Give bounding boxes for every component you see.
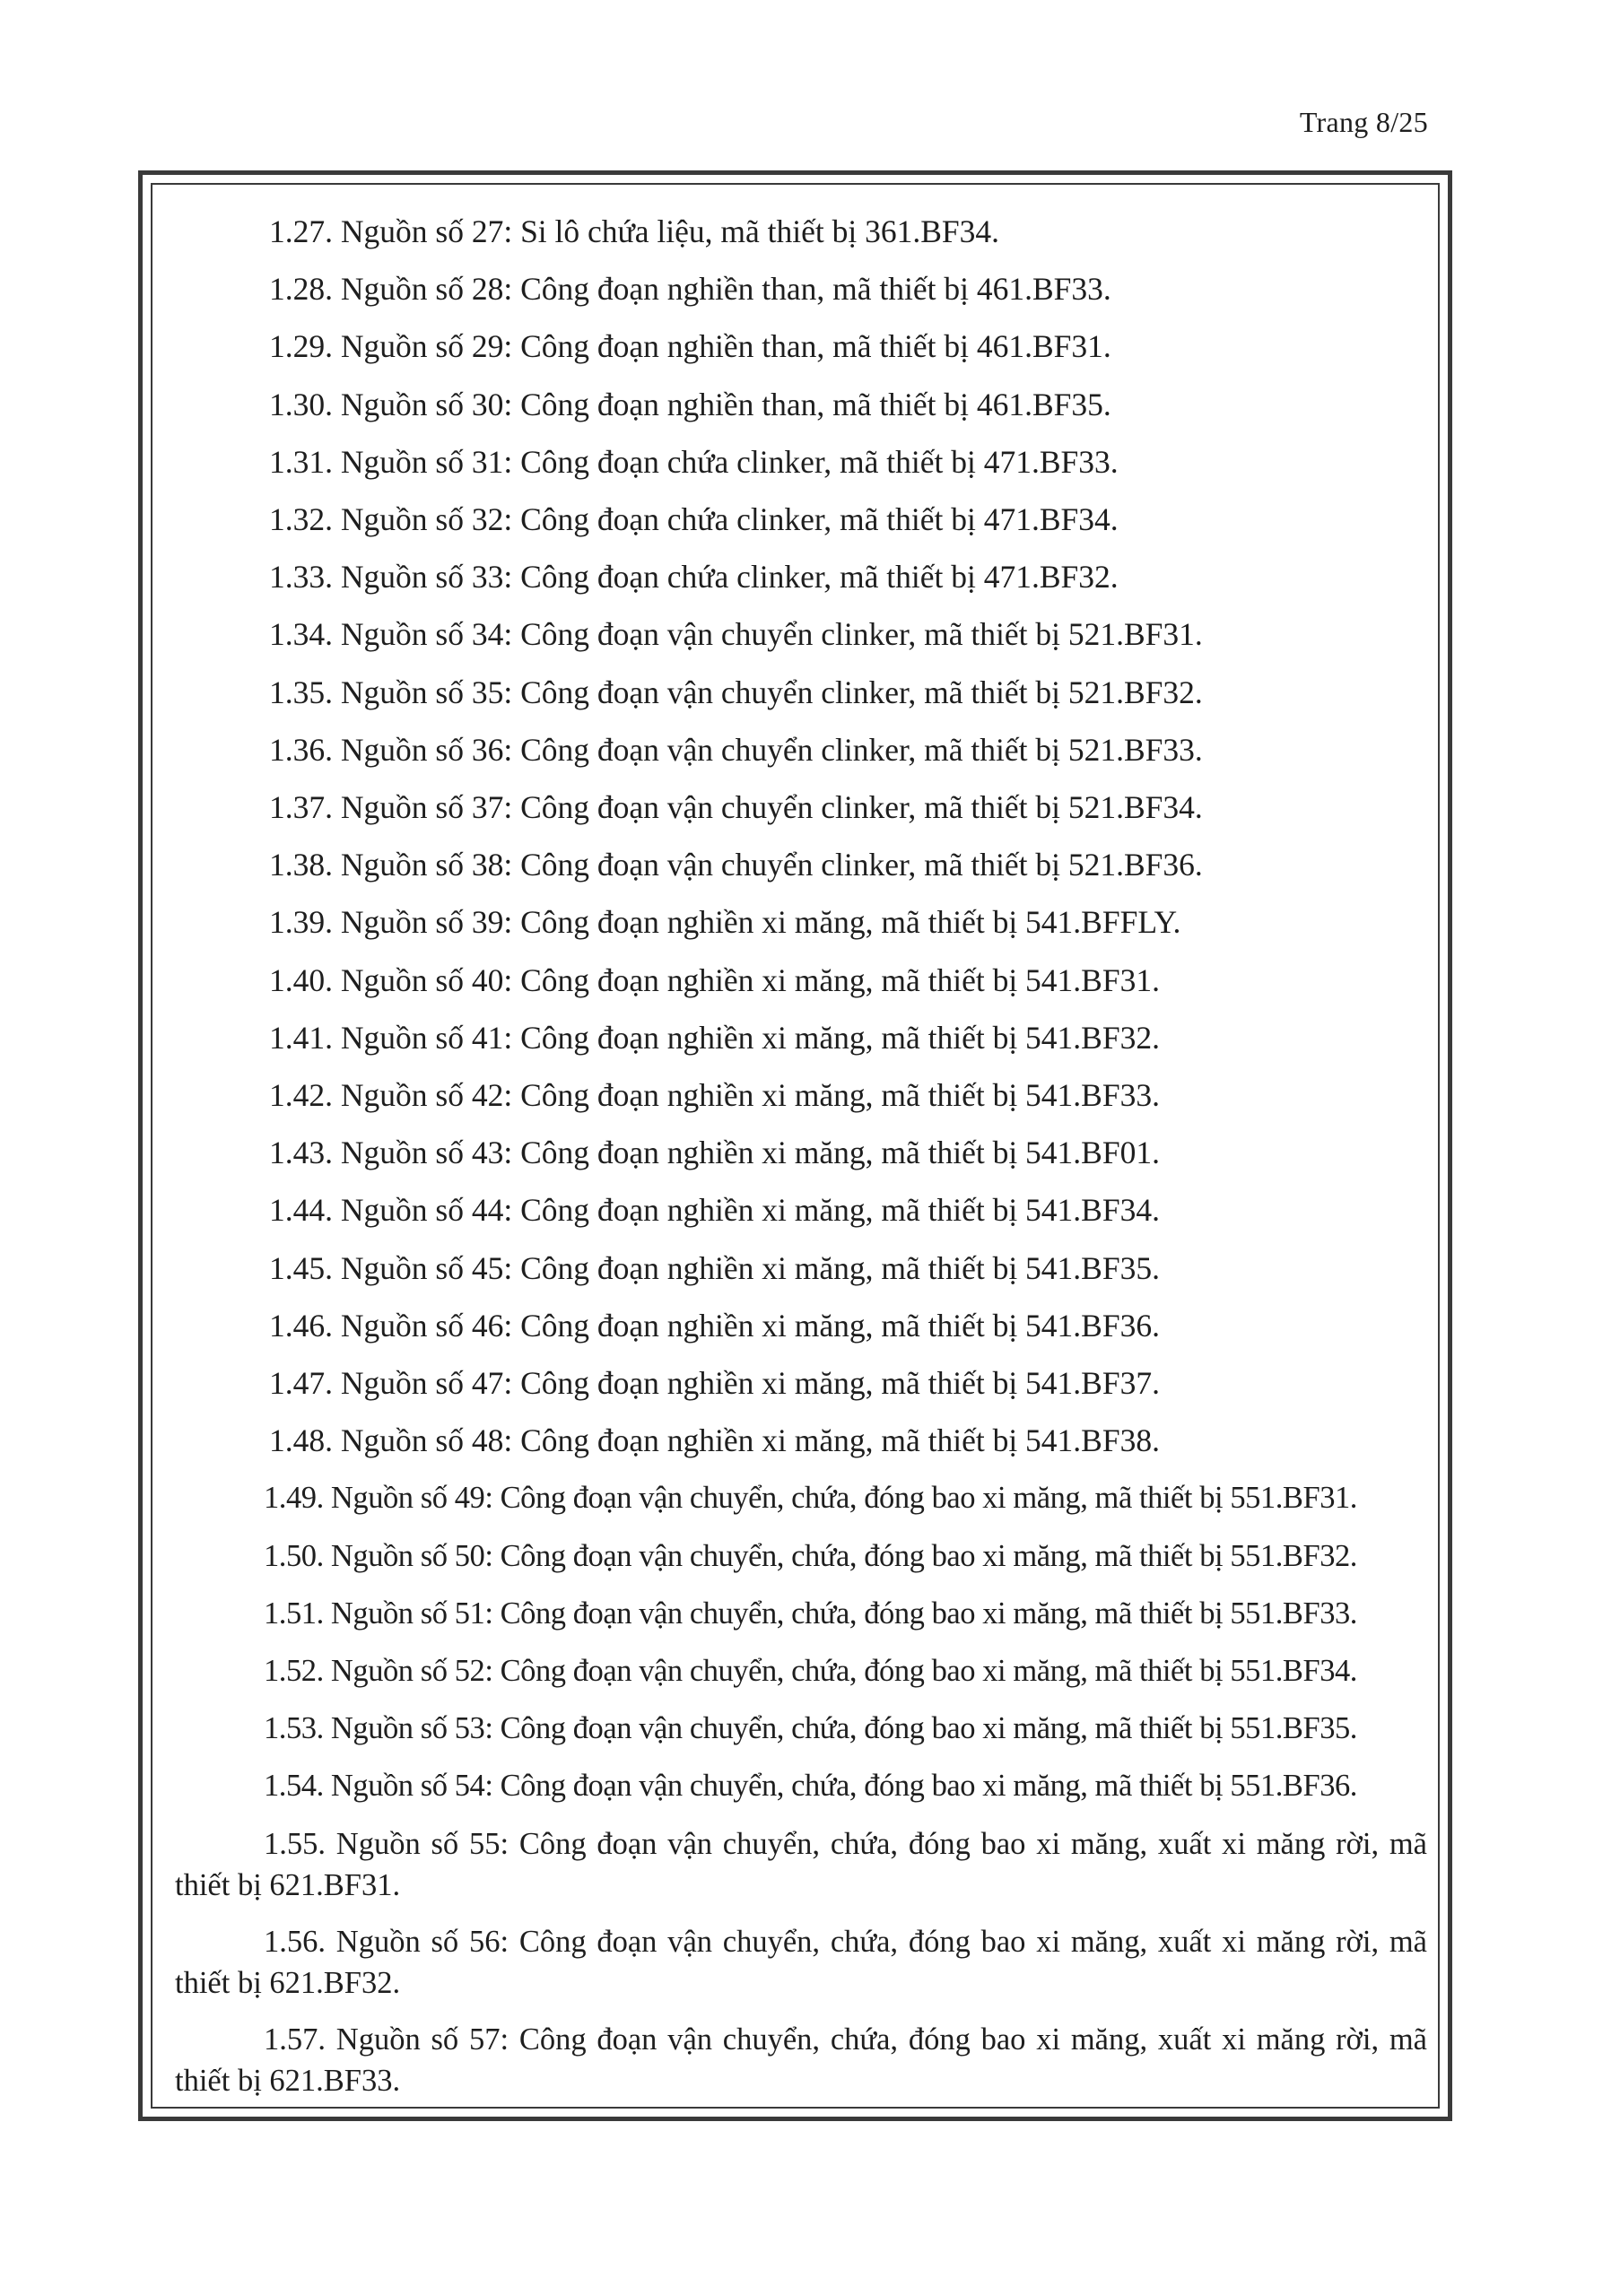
list-item: 1.39. Nguồn số 39: Công đoạn nghiền xi măng, mã thiết bị 541.BFFLY.	[269, 904, 1181, 941]
list-item: 1.36. Nguồn số 36: Công đoạn vận chuyển clinker, mã thiết bị 521.BF33.	[269, 731, 1203, 768]
list-item: 1.49. Nguồn số 49: Công đoạn vận chuyển, chứa, đóng bao xi măng, mã thiết bị 551.BF31.	[264, 1481, 1357, 1516]
list-item: 1.43. Nguồn số 43: Công đoạn nghiền xi măng, mã thiết bị 541.BF01.	[269, 1135, 1160, 1171]
list-item: 1.56. Nguồn số 56: Công đoạn vận chuyển, chứa, đóng bao xi măng, xuất xi măng rời, mã thiết bị 621.BF32.	[175, 1924, 1427, 2000]
page-number: Trang 8/25	[1299, 106, 1428, 138]
list-item: 1.55. Nguồn số 55: Công đoạn vận chuyển, chứa, đóng bao xi măng, xuất xi măng rời, mã thiết bị 621.BF31.	[175, 1826, 1427, 1902]
list-item: 1.29. Nguồn số 29: Công đoạn nghiền than, mã thiết bị 461.BF31.	[269, 328, 1111, 365]
list-item: 1.46. Nguồn số 46: Công đoạn nghiền xi măng, mã thiết bị 541.BF36.	[269, 1307, 1160, 1344]
list-item: 1.32. Nguồn số 32: Công đoạn chứa clinker, mã thiết bị 471.BF34.	[269, 501, 1119, 538]
list-item: 1.42. Nguồn số 42: Công đoạn nghiền xi măng, mã thiết bị 541.BF33.	[269, 1077, 1160, 1114]
list-item: 1.34. Nguồn số 34: Công đoạn vận chuyển clinker, mã thiết bị 521.BF31.	[269, 616, 1203, 653]
list-item: 1.28. Nguồn số 28: Công đoạn nghiền than, mã thiết bị 461.BF33.	[269, 271, 1111, 308]
list-item: 1.41. Nguồn số 41: Công đoạn nghiền xi măng, mã thiết bị 541.BF32.	[269, 1019, 1160, 1056]
document-frame	[138, 170, 1452, 2121]
source-list	[175, 203, 1431, 2117]
list-item: 1.31. Nguồn số 31: Công đoạn chứa clinker, mã thiết bị 471.BF33.	[269, 443, 1119, 480]
list-item: 1.51. Nguồn số 51: Công đoạn vận chuyển, chứa, đóng bao xi măng, mã thiết bị 551.BF33.	[264, 1596, 1357, 1631]
list-item: 1.57. Nguồn số 57: Công đoạn vận chuyển, chứa, đóng bao xi măng, xuất xi măng rời, mã thiết bị 621.BF33.	[175, 2022, 1427, 2098]
list-item: 1.44. Nguồn số 44: Công đoạn nghiền xi măng, mã thiết bị 541.BF34.	[269, 1192, 1160, 1229]
list-item: 1.37. Nguồn số 37: Công đoạn vận chuyển clinker, mã thiết bị 521.BF34.	[269, 789, 1203, 826]
list-item: 1.47. Nguồn số 47: Công đoạn nghiền xi măng, mã thiết bị 541.BF37.	[269, 1365, 1160, 1402]
list-item: 1.30. Nguồn số 30: Công đoạn nghiền than, mã thiết bị 461.BF35.	[269, 386, 1111, 422]
list-item: 1.38. Nguồn số 38: Công đoạn vận chuyển clinker, mã thiết bị 521.BF36.	[269, 847, 1203, 883]
list-item: 1.40. Nguồn số 40: Công đoạn nghiền xi măng, mã thiết bị 541.BF31.	[269, 961, 1160, 998]
list-item: 1.35. Nguồn số 35: Công đoạn vận chuyển clinker, mã thiết bị 521.BF32.	[269, 674, 1203, 710]
list-item: 1.48. Nguồn số 48: Công đoạn nghiền xi măng, mã thiết bị 541.BF38.	[269, 1422, 1160, 1459]
list-item: 1.33. Nguồn số 33: Công đoạn chứa clinker, mã thiết bị 471.BF32.	[269, 559, 1119, 596]
list-item: 1.53. Nguồn số 53: Công đoạn vận chuyển, chứa, đóng bao xi măng, mã thiết bị 551.BF35.	[264, 1711, 1357, 1746]
list-item: 1.50. Nguồn số 50: Công đoạn vận chuyển, chứa, đóng bao xi măng, mã thiết bị 551.BF32.	[264, 1538, 1357, 1573]
list-item: 1.27. Nguồn số 27: Si lô chứa liệu, mã thiết bị 361.BF34.	[269, 213, 1000, 249]
list-item: 1.52. Nguồn số 52: Công đoạn vận chuyển, chứa, đóng bao xi măng, mã thiết bị 551.BF34.	[264, 1654, 1357, 1689]
list-item: 1.45. Nguồn số 45: Công đoạn nghiền xi măng, mã thiết bị 541.BF35.	[269, 1249, 1160, 1286]
list-item: 1.54. Nguồn số 54: Công đoạn vận chuyển, chứa, đóng bao xi măng, mã thiết bị 551.BF36.	[264, 1769, 1357, 1804]
